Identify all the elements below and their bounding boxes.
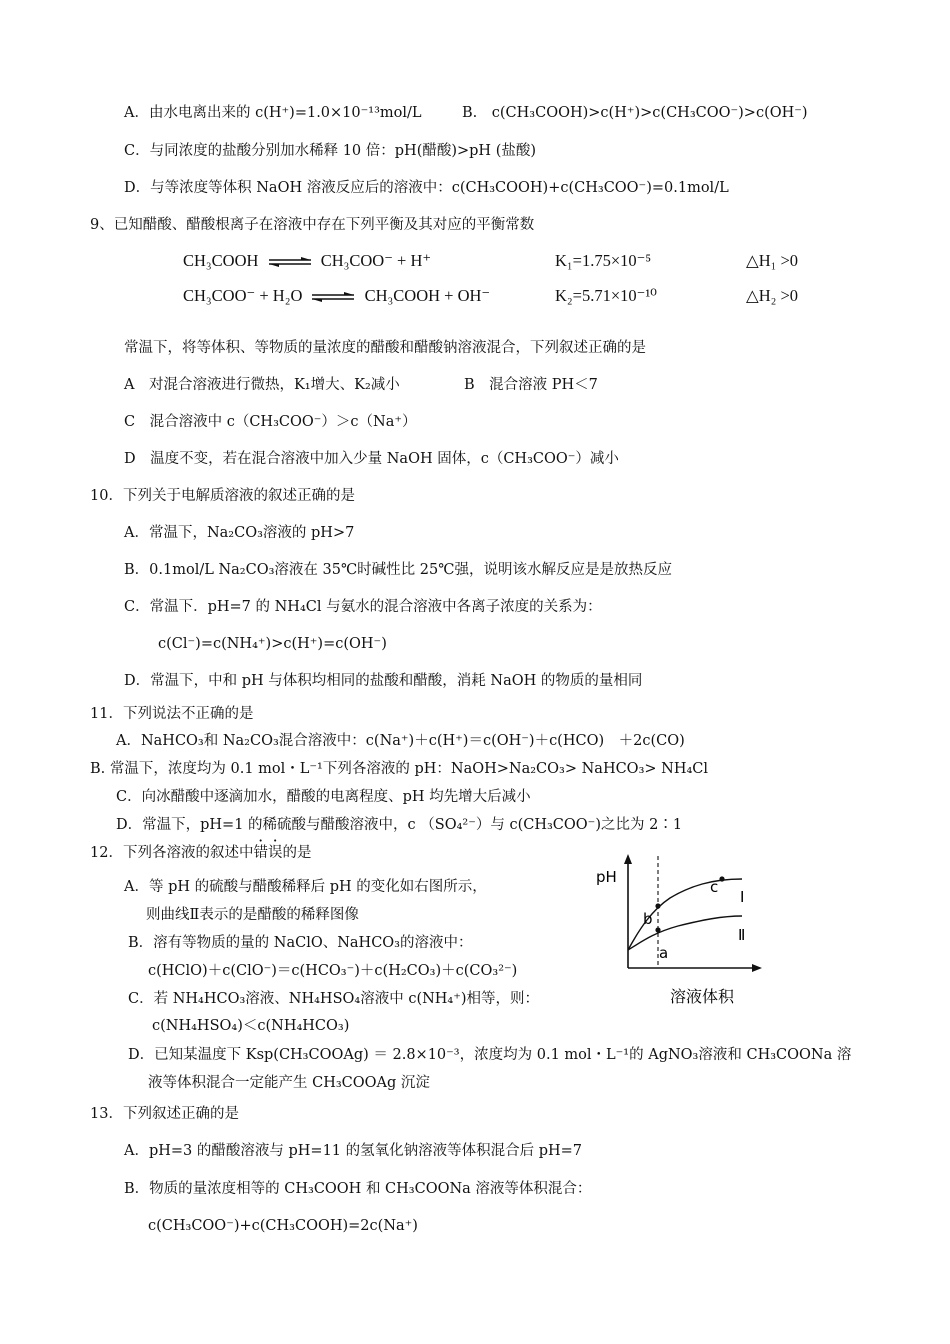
equilibrium-arrow-icon bbox=[267, 257, 313, 267]
q13-option-b-line2: c(CH₃COO⁻)+c(CH₃COOH)=2c(Na⁺) bbox=[148, 1218, 418, 1234]
q9-stem: 9、已知醋酸、醋酸根离子在溶液中存在下列平衡及其对应的平衡常数 bbox=[90, 217, 535, 233]
eq2-left: CH₃COO⁻ + H₂O bbox=[183, 286, 303, 305]
q8-option-c: C．与同浓度的盐酸分别加水稀释 10 倍：pH(醋酸)>pH (盐酸) bbox=[124, 143, 537, 159]
point-a-marker bbox=[655, 927, 660, 932]
x-axis-arrow-icon bbox=[752, 964, 762, 972]
q11-option-b: B. 常温下，浓度均为 0.1 mol・L⁻¹下列各溶液的 pH：NaOH>Na₂CO₃> NaHCO₃> NH₄Cl bbox=[90, 761, 709, 777]
q10-option-c-line2: c(Cl⁻)=c(NH₄⁺)>c(H⁺)=c(OH⁻) bbox=[158, 636, 387, 652]
q9-option-c: C 混合溶液中 c（CH₃COO⁻）＞c（Na⁺） bbox=[124, 414, 417, 430]
eq1-right: CH₃COO⁻ + H⁺ bbox=[320, 251, 432, 270]
equilibrium-arrow-icon bbox=[310, 292, 356, 302]
eq2-right: CH₃COOH + OH⁻ bbox=[364, 286, 491, 305]
q12-stem bbox=[90, 843, 311, 863]
q9-equation-2 bbox=[183, 285, 490, 307]
q12-stem-post: 的是 bbox=[282, 845, 312, 861]
q10-option-b: B．0.1mol/L Na₂CO₃溶液在 35℃时碱性比 25℃强，说明该水解反应是是放热反应 bbox=[124, 562, 672, 578]
q10-stem: 10．下列关于电解质溶液的叙述正确的是 bbox=[90, 488, 355, 504]
curve-2-label: Ⅱ bbox=[738, 926, 746, 944]
q11-option-a: A．NaHCO₃和 Na₂CO₃混合溶液中：c(Na⁺)＋c(H⁺)＝c(OH⁻)＋c(HCO) ＋2c(CO) bbox=[116, 733, 685, 749]
eq1-k: K₁=1.75×10⁻⁵ bbox=[555, 251, 652, 270]
q13-option-b: B．物质的量浓度相等的 CH₃COOH 和 CH₃COONa 溶液等体积混合： bbox=[124, 1181, 592, 1197]
q9-option-a: A 对混合溶液进行微热，K₁增大、K₂减小 bbox=[124, 377, 400, 393]
q12-option-c-line2: c(NH₄HSO₄)＜c(NH₄HCO₃) bbox=[152, 1018, 350, 1034]
q10-option-c: C．常温下．pH=7 的 NH₄Cl 与氨水的混合溶液中各离子浓度的关系为： bbox=[124, 599, 602, 615]
point-b-label: b bbox=[643, 910, 653, 928]
q11-stem: 11．下列说法不正确的是 bbox=[90, 706, 254, 722]
point-b-marker bbox=[655, 903, 660, 908]
y-axis-arrow-icon bbox=[624, 854, 632, 864]
q11-option-c: C．向冰醋酸中逐滴加水，醋酸的电离程度、pH 均先增大后减小 bbox=[116, 789, 531, 805]
point-c-marker bbox=[719, 876, 724, 881]
q12-option-b: B．溶有等物质的量的 NaClO、NaHCO₃的溶液中： bbox=[128, 935, 473, 951]
q12-stem-pre: 12．下列各溶液的叙述中 bbox=[90, 845, 254, 861]
q12-option-a-line2: 则曲线Ⅱ表示的是醋酸的稀释图像 bbox=[146, 907, 359, 923]
q12-option-d-line2: 液等体积混合一定能产生 CH₃COOAg 沉淀 bbox=[148, 1075, 430, 1091]
eq2-dh: △H₂ >0 bbox=[746, 286, 799, 305]
q13-option-a: A．pH=3 的醋酸溶液与 pH=11 的氢氧化钠溶液等体积混合后 pH=7 bbox=[124, 1143, 583, 1159]
q12-option-a: A．等 pH 的硫酸与醋酸稀释后 pH 的变化如右图所示， bbox=[124, 879, 487, 895]
q10-option-d: D．常温下，中和 pH 与体积均相同的盐酸和醋酸，消耗 NaOH 的物质的量相同 bbox=[124, 673, 643, 689]
q9-intro: 常温下，将等体积、等物质的量浓度的醋酸和醋酸钠溶液混合，下列叙述正确的是 bbox=[124, 340, 646, 356]
point-a-label: a bbox=[659, 944, 669, 962]
q8-option-d: D．与等浓度等体积 NaOH 溶液反应后的溶液中：c(CH₃COOH)+c(CH₃COO⁻)=0.1mol/L bbox=[124, 180, 729, 196]
dilution-ph-graph bbox=[590, 850, 780, 1010]
q8-option-a: A．由水电离出来的 c(H⁺)=1.0×10⁻¹³mol/L bbox=[124, 105, 422, 121]
curve-1-label: Ⅰ bbox=[740, 888, 745, 906]
q12-option-c: C．若 NH₄HCO₃溶液、NH₄HSO₄溶液中 c(NH₄⁺)相等，则： bbox=[128, 991, 540, 1007]
q13-stem: 13．下列叙述正确的是 bbox=[90, 1106, 239, 1122]
eq1-left: CH₃COOH bbox=[183, 251, 259, 270]
q8-option-b: B. c(CH₃COOH)>c(H⁺)>c(CH₃COO⁻)>c(OH⁻) bbox=[462, 105, 808, 121]
x-axis-label: 溶液体积 bbox=[670, 987, 735, 1006]
eq2-k: K₂=5.71×10⁻¹⁰ bbox=[555, 286, 657, 305]
q11-option-d: D．常温下，pH=1 的稀硫酸与醋酸溶液中，c （SO₄²⁻）与 c(CH₃COO⁻)之比为 2∶1 bbox=[116, 817, 683, 833]
q9-option-b: B 混合溶液 PH＜7 bbox=[464, 377, 598, 393]
y-axis-label: pH bbox=[596, 868, 617, 886]
q12-option-d: D．已知某温度下 Ksp(CH₃COOAg) ＝ 2.8×10⁻³，浓度均为 0.1 mol・L⁻¹的 AgNO₃溶液和 CH₃COONa 溶 bbox=[128, 1047, 852, 1063]
q12-stem-emphasis-1: 错 bbox=[253, 845, 268, 861]
q9-option-d: D 温度不变，若在混合溶液中加入少量 NaOH 固体，c（CH₃COO⁻）减小 bbox=[124, 451, 619, 467]
point-c-label: c bbox=[710, 878, 719, 896]
q10-option-a: A．常温下，Na₂CO₃溶液的 pH>7 bbox=[124, 525, 355, 541]
q12-stem-emphasis-2: 误 bbox=[267, 845, 283, 861]
q12-option-b-line2: c(HClO)＋c(ClO⁻)＝c(HCO₃⁻)＋c(H₂CO₃)＋c(CO₃²⁻) bbox=[148, 963, 518, 979]
eq1-dh: △H₁ >0 bbox=[746, 251, 799, 270]
q9-equation-1 bbox=[183, 250, 431, 272]
